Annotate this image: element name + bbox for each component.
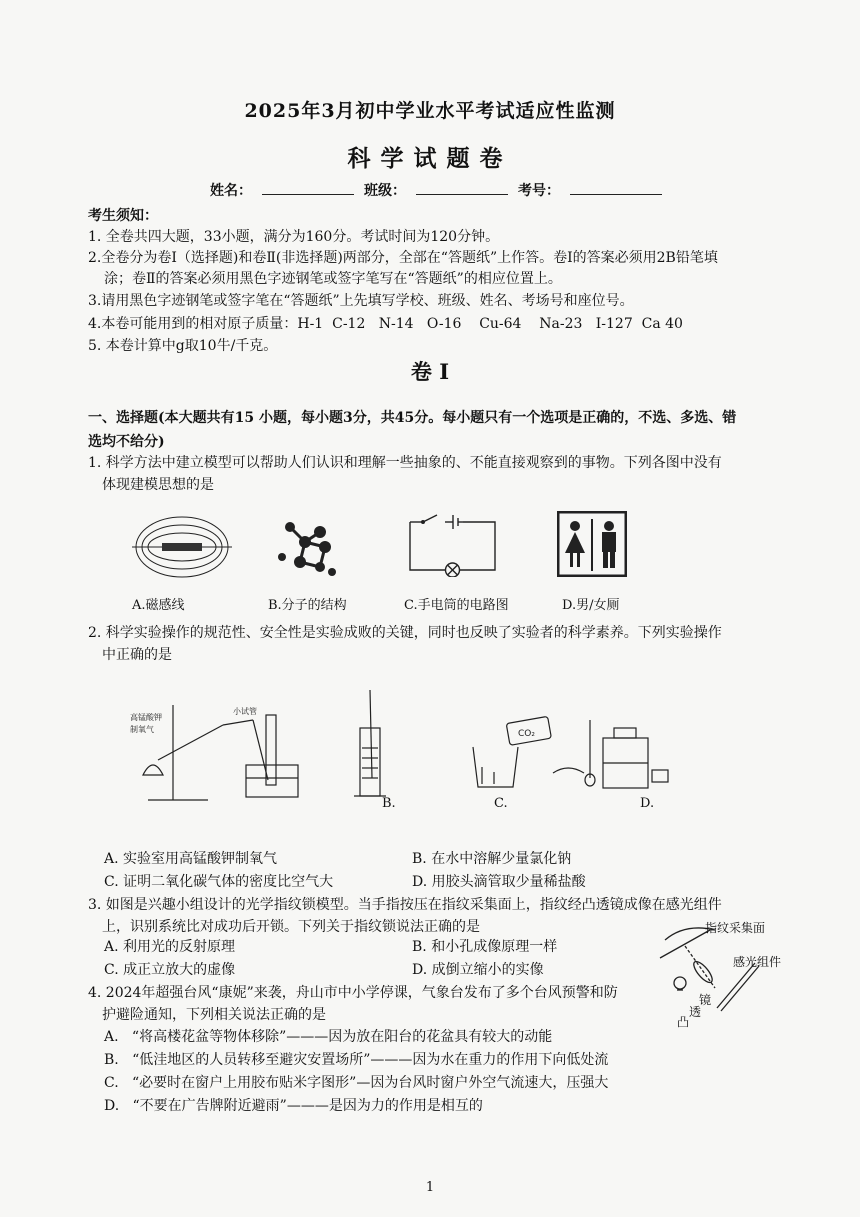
q1-line1: 1. 科学方法中建立模型可以帮助人们认识和理解一些抽象的、不能直接观察到的事物。下列各图中没有: [88, 455, 722, 471]
lens-label-2: 透: [689, 1005, 702, 1019]
note-item: 涂；卷Ⅱ的答案必须用黑色字迹钢笔或签字笔写在“答题纸”的相应位置上。: [104, 271, 562, 287]
fingerprint-lock-figure: [655, 918, 795, 1033]
note-item: 1. 全卷共四大题，33小题，满分为160分。考试时间为120分钟。: [88, 229, 500, 245]
id-label: 考号：: [518, 183, 560, 199]
note-item: 5. 本卷计算中g取10牛/千克。: [88, 338, 278, 354]
page-number: 1: [425, 1180, 435, 1195]
q3-line1: 3. 如图是兴趣小组设计的光学指纹锁模型。当手指按压在指纹采集面上，指纹经凸透镜成像在感光组件: [88, 897, 722, 913]
q1-caption-c: C.手电筒的电路图: [404, 598, 509, 613]
q2-option-d[interactable]: D. 用胶头滴管取少量稀盐酸: [412, 874, 586, 890]
oxygen-apparatus-figure: [128, 690, 303, 810]
q2-line1: 2. 科学实验操作的规范性、安全性是实验成败的关键，同时也反映了实验者的科学素养。下列实验操作: [88, 625, 722, 641]
question-4: [88, 982, 648, 1026]
q2-label-c: C.: [494, 796, 508, 811]
note-item: 3.请用黑色字迹钢笔或签字笔在“答题纸”上先填写学校、班级、姓名、考场号和座位号。: [88, 293, 634, 309]
exam-subtitle: 科学试题卷: [347, 145, 513, 172]
q3-option-d[interactable]: D. 成倒立缩小的实像: [412, 962, 544, 978]
id-blank[interactable]: [570, 180, 662, 195]
class-label: 班级：: [364, 183, 406, 199]
q3-option-c[interactable]: C. 成正立放大的虚像: [104, 962, 236, 978]
q4-line1: 4. 2024年超强台风“康妮”来袭，舟山市中小学停课，气象台发布了多个台风预警和防: [88, 985, 618, 1001]
co2-label: CO₂: [518, 729, 535, 739]
q4-option-d[interactable]: D. “不要在广告牌附近避雨”———是因为力的作用是相互的: [104, 1098, 483, 1114]
section-heading-line1: 一、选择题(本大题共有15 小题，每小题3分，共45分。每小题只有一个选项是正确的，不选、多选、错: [88, 410, 737, 426]
surface-label: 指纹采集面: [705, 921, 766, 935]
q1-caption-d: D.男/女厕: [562, 598, 620, 613]
q4-option-b[interactable]: B. “低洼地区的人员转移至避灾安置场所”———因为水在重力的作用下向低处流: [104, 1052, 609, 1068]
question-1: [88, 452, 768, 496]
q3-option-a[interactable]: A. 利用光的反射原理: [104, 939, 236, 955]
q2-label-b: B.: [382, 796, 396, 811]
q2-option-c[interactable]: C. 证明二氧化碳气体的密度比空气大: [104, 874, 334, 890]
oxygen-label: 制氧气: [130, 725, 154, 734]
q1-caption-a: A.磁感线: [132, 598, 185, 613]
q4-line2: 护避险通知，下列相关说法正确的是: [102, 1007, 326, 1023]
class-blank[interactable]: [416, 180, 508, 195]
q2-line2: 中正确的是: [102, 647, 172, 663]
q2-label-d: D.: [640, 796, 655, 811]
graduated-cylinder-figure: [350, 688, 400, 803]
volume-heading: 卷 I: [410, 359, 450, 384]
small-tube-label: 小试管: [233, 707, 257, 716]
note-item: 2.全卷分为卷Ⅰ（选择题)和卷Ⅱ(非选择题)两部分，全部在“答题纸”上作答。卷Ⅰ的答案必须用2B铅笔填: [88, 250, 718, 266]
kmno4-label: 高锰酸钾: [130, 713, 162, 722]
q1-line2: 体现建模思想的是: [102, 477, 214, 493]
q3-line2: 上，识别系统比对成功后开锁。下列关于指纹锁说法正确的是: [102, 919, 480, 935]
lens-label-1: 凸: [677, 1015, 690, 1029]
section-heading: [88, 406, 768, 454]
student-info-line: [210, 180, 662, 200]
magnetic-field-figure: [132, 512, 232, 582]
dropper-bottle-figure: [548, 718, 673, 793]
co2-pouring-figure: [468, 712, 558, 792]
restroom-sign-figure: [557, 511, 627, 577]
notes-heading: 考生须知：: [88, 208, 158, 224]
name-blank[interactable]: [262, 180, 354, 195]
name-label: 姓名：: [210, 183, 252, 199]
molecule-structure-figure: [270, 512, 340, 582]
q1-caption-b: B.分子的结构: [268, 598, 347, 613]
q4-option-a[interactable]: A. “将高楼花盆等物体移除”———因为放在阳台的花盆具有较大的动能: [104, 1029, 553, 1045]
sensor-label: 感光组件: [733, 955, 782, 969]
circuit-diagram-figure: [405, 512, 500, 577]
q2-option-b[interactable]: B. 在水中溶解少量氯化钠: [412, 851, 572, 867]
q4-option-c[interactable]: C. “必要时在窗户上用胶布贴米字图形”—因为台风时窗户外空气流速大，压强大: [104, 1075, 609, 1091]
q2-option-a[interactable]: A. 实验室用高锰酸钾制氧气: [104, 851, 278, 867]
lens-label-3: 镜: [699, 993, 712, 1007]
question-2: [88, 622, 768, 666]
exam-title: 2025年3月初中学业水平考试适应性监测: [244, 100, 616, 122]
section-heading-line2: 选均不给分): [88, 434, 165, 450]
q3-option-b[interactable]: B. 和小孔成像原理一样: [412, 939, 558, 955]
note-item: 4.本卷可能用到的相对原子质量：H-1 C-12 N-14 O-16 Cu-64 Na-23 I-127 Ca 40: [88, 316, 683, 332]
